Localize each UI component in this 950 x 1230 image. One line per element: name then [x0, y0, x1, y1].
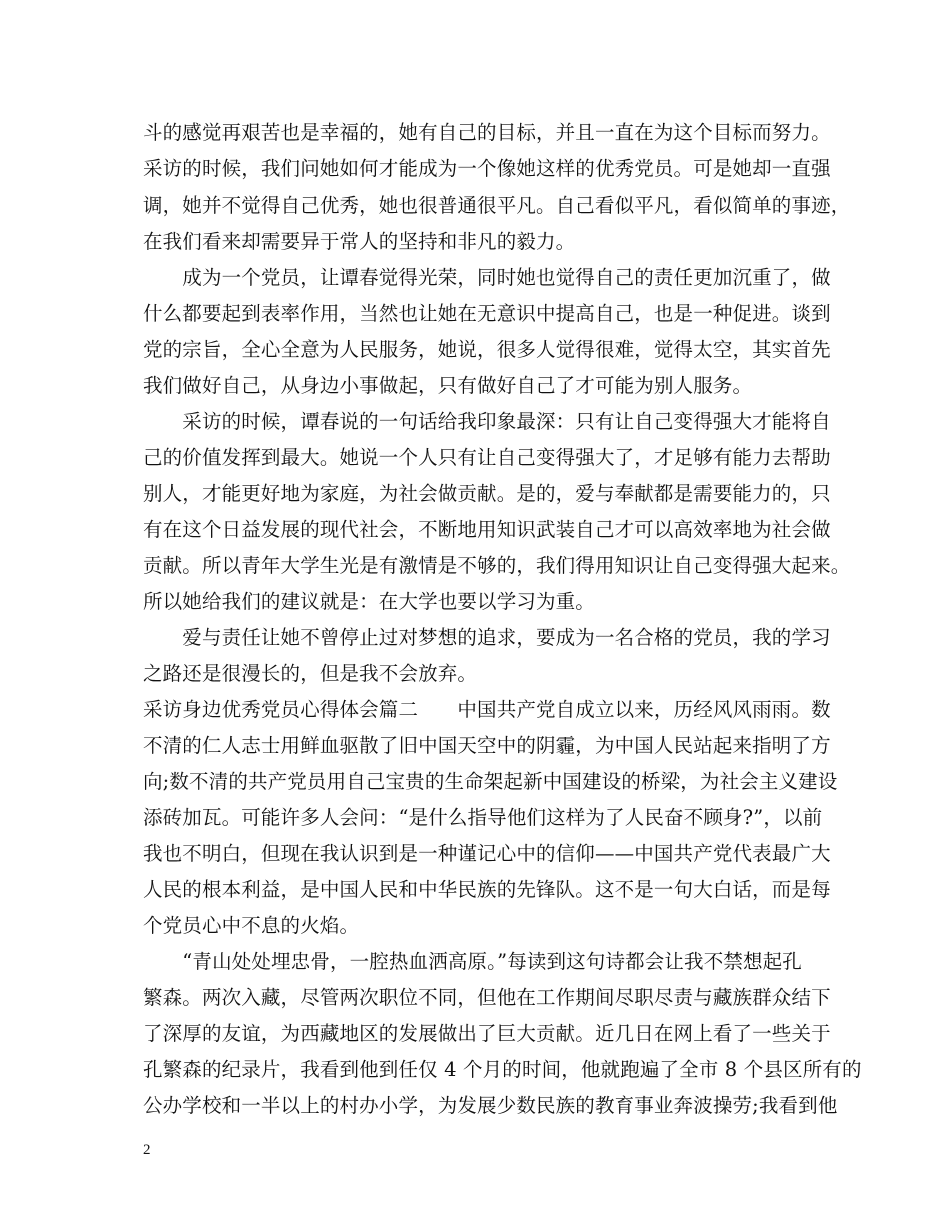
body-text-line: 采访的时候，谭春说的一句话给我印象最深：只有让自己变得强大才能将自: [143, 410, 831, 433]
body-text-line: 党的宗旨，全心全意为人民服务，她说，很多人觉得很难，觉得太空，其实首先: [143, 338, 831, 361]
body-text-line: 了深厚的友谊，为西藏地区的发展做出了巨大贡献。近几日在网上看了一些关于: [143, 1022, 831, 1045]
body-text-line: 别人，才能更好地为家庭，为社会做贡献。是的，爱与奉献都是需要能力的，只: [143, 482, 831, 505]
body-text-line: 成为一个党员，让谭春觉得光荣，同时她也觉得自己的责任更加沉重了，做: [143, 266, 831, 289]
body-text-line: 斗的感觉再艰苦也是幸福的，她有自己的目标，并且一直在为这个目标而努力。: [143, 121, 831, 144]
body-text-line: 之路还是很漫长的，但是我不会放弃。: [143, 662, 478, 685]
body-text-line: 不清的仁人志士用鲜血驱散了旧中国天空中的阴霾，为中国人民站起来指明了方: [143, 734, 831, 757]
body-text-line: 向;数不清的共产党员用自己宝贵的生命架起新中国建设的桥梁，为社会主义建设: [143, 770, 838, 793]
page-number: 2: [143, 1142, 151, 1158]
body-text-line: “青山处处埋忠骨，一腔热血洒高原。”每读到这句诗都会让我不禁想起孔: [143, 950, 802, 973]
body-text-line: 繁森。两次入藏，尽管两次职位不同，但他在工作期间尽职尽责与藏族群众结下: [143, 986, 831, 1009]
body-text-line: 添砖加瓦。可能许多人会问：“是什么指导他们这样为了人民奋不顾身?”，以前: [143, 806, 823, 829]
body-text-line: 公办学校和一半以上的村办小学，为发展少数民族的教育事业奔波操劳;我看到他: [143, 1094, 838, 1117]
body-text-line: 所以她给我们的建议就是：在大学也要以学习为重。: [143, 590, 595, 613]
body-text-line: 有在这个日益发展的现代社会，不断地用知识武装自己才可以高效率地为社会做: [143, 518, 831, 541]
body-text-line: 采访身边优秀党员心得体会篇二 中国共产党自成立以来，历经风风雨雨。数: [143, 698, 831, 721]
body-text-line: 人民的根本利益，是中国人民和中华民族的先锋队。这不是一句大白话，而是每: [143, 878, 831, 901]
body-text-line: 我们做好自己，从身边小事做起，只有做好自己了才可能为别人服务。: [143, 374, 753, 397]
body-text-line: 己的价值发挥到最大。她说一个人只有让自己变得强大了，才足够有能力去帮助: [143, 446, 831, 469]
body-text-line: 爱与责任让她不曾停止过对梦想的追求，要成为一名合格的党员，我的学习: [143, 626, 831, 649]
body-text-line: 个党员心中不息的火焰。: [143, 914, 360, 937]
body-text-line: 什么都要起到表率作用，当然也让她在无意识中提高自己，也是一种促进。谈到: [143, 302, 831, 325]
body-text-line: 采访的时候，我们问她如何才能成为一个像她这样的优秀党员。可是她却一直强: [143, 157, 831, 180]
body-text-line: 调，她并不觉得自己优秀，她也很普通很平凡。自己看似平凡，看似简单的事迹，: [143, 194, 851, 217]
body-text-line: 孔繁森的纪录片，我看到他到任仅 4 个月的时间，他就跑遍了全市 8 个县区所有的: [143, 1058, 862, 1081]
body-text-line: 贡献。所以青年大学生光是有激情是不够的，我们得用知识让自己变得强大起来。: [143, 554, 851, 577]
body-text-line: 我也不明白，但现在我认识到是一种谨记心中的信仰——中国共产党代表最广大: [143, 842, 831, 865]
body-text-line: 在我们看来却需要异于常人的坚持和非凡的毅力。: [143, 230, 576, 253]
